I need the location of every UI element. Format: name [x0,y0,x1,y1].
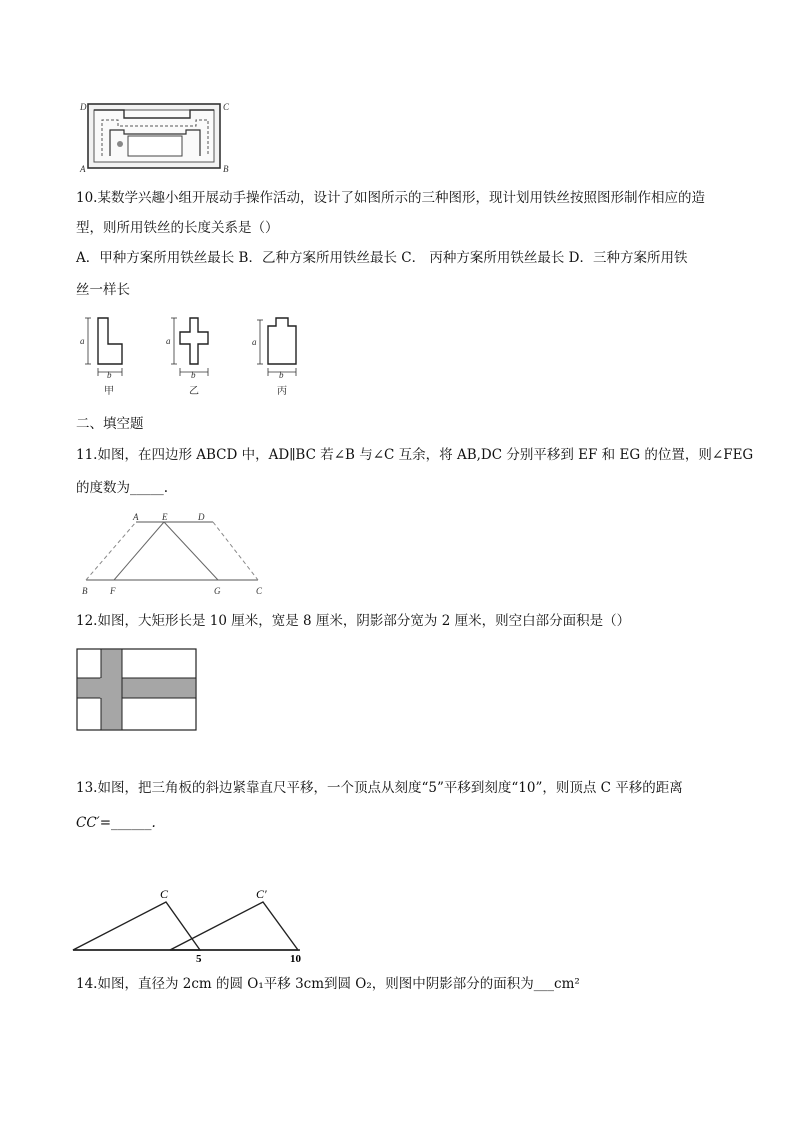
q13-line1: 13.如图，把三角板的斜边紧靠直尺平移，一个顶点从刻度“5”平移到刻度“10”，则顶点 C 平移的距离 [76,780,683,796]
q11-label-F: F [110,586,116,596]
fig-yi-b: b [191,370,196,380]
shaded-horizontal-strip [77,678,196,698]
fig-yi-a: a [166,336,171,346]
q11-label-A: A [133,512,139,522]
figure-jia [80,318,122,397]
q13-triangle-figure [70,884,320,964]
q10-stem-line1: 10.某数学兴趣小组开展动手操作活动，设计了如图所示的三种图形，现计划用铁丝按照图形制作相应的造 [76,190,705,206]
q13-label-C: C [160,887,169,901]
fig-bing-b: b [279,370,284,380]
q11-label-D: D [198,512,205,522]
top-frame-figure [80,100,240,172]
label-B: B [223,164,229,174]
section-title: 二、填空题 [76,416,144,432]
q10-options-line1: A．甲种方案所用铁丝最长 B．乙种方案所用铁丝最长 C． 丙种方案所用铁丝最长 D．三种方案所用铁 [76,250,688,266]
q13-tick-10: 10 [290,953,301,965]
label-D: D [80,102,87,112]
fig-bing-label: 丙 [277,386,287,397]
q10-figures [74,312,314,398]
fig-bing-a: a [252,337,257,347]
triangle-original [73,902,200,950]
figure-bing [252,318,296,397]
q11-line1: 11.如图，在四边形 ABCD 中，AD∥BC 若∠B 与∠C 互余，将 AB,DC 分别平移到 EF 和 EG 的位置，则∠FEG [76,447,754,463]
q12-rectangle-figure [76,648,198,732]
shaded-vertical-strip [101,649,122,730]
frame-center [128,136,182,156]
q14-line1: 14.如图，直径为 2cm 的圆 O₁平移 3cm到圆 O₂，则图中阴影部分的面积为___cm² [76,976,580,992]
label-C: C [223,102,230,112]
label-A: A [80,164,86,174]
figure-yi [166,318,208,397]
q11-label-C: C [256,586,263,596]
q13-line2: CC′=______. [76,815,156,831]
q10-stem-line2: 型，则所用铁丝的长度关系是（） [76,220,279,236]
triangle-moved [170,902,298,950]
q11-label-E: E [162,512,168,522]
fig-jia-label: 甲 [104,386,114,397]
frame-dot [117,141,123,147]
q13-label-C-prime: C′ [256,887,267,901]
q11-label-B: B [82,586,88,596]
fig-jia-a: a [80,336,85,346]
q11-trapezoid-figure [78,514,268,598]
q12-line1: 12.如图，大矩形长是 10 厘米，宽是 8 厘米，阴影部分宽为 2 厘米，则空白部分面积是（） [76,613,631,629]
q11-line2: 的度数为_____. [76,480,169,496]
q11-label-G: G [214,586,221,596]
fig-jia-b: b [107,370,112,380]
fig-yi-label: 乙 [189,386,199,397]
q10-options-line2: 丝一样长 [76,282,130,298]
q13-tick-5: 5 [196,953,202,965]
